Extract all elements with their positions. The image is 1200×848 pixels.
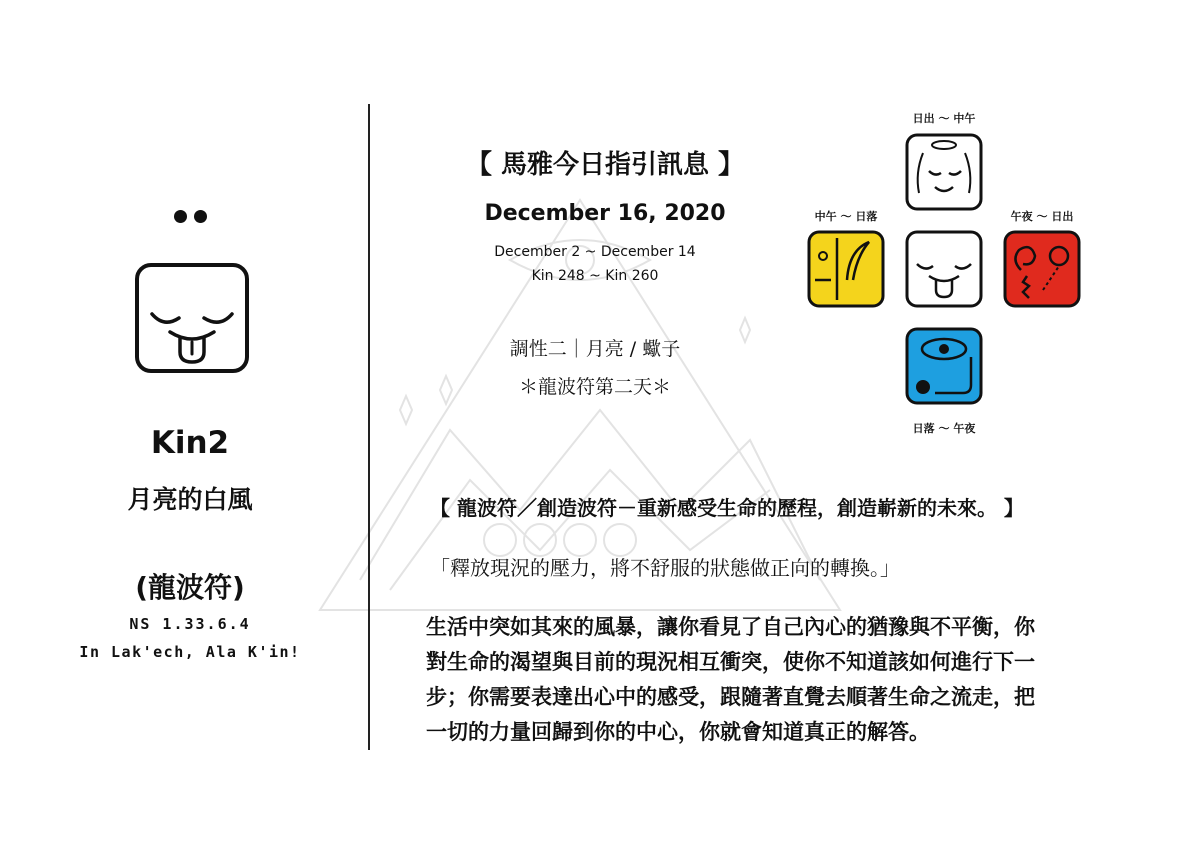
antipode-yellow-glyph-icon bbox=[807, 230, 885, 308]
greeting: In Lak'ech, Ala K'in! bbox=[79, 643, 301, 661]
kin-name: 月亮的白風 bbox=[127, 485, 253, 514]
analog-red-glyph-icon bbox=[1003, 230, 1081, 308]
oracle-left-label: 中午 ～ 日落 bbox=[814, 210, 878, 223]
body-line: 一切的力量回歸到你的中心，你就會知道真正的解答。 bbox=[426, 720, 930, 744]
date: December 16, 2020 bbox=[484, 201, 726, 226]
body-line: 對生命的渴望與目前的現況相互衝突，使你不知道該如何進行下一 bbox=[426, 650, 1035, 674]
kin-number: Kin2 bbox=[150, 425, 230, 461]
tone-dot bbox=[174, 210, 187, 223]
oracle-right-label: 午夜 ～ 日出 bbox=[1010, 210, 1074, 223]
guide-white-glyph-icon bbox=[905, 133, 983, 211]
kin-range: Kin 248 ~ Kin 260 bbox=[531, 268, 659, 284]
ns-code: NS 1.33.6.4 bbox=[129, 615, 251, 633]
wave-day: ＊龍波符第二天＊ bbox=[518, 376, 671, 398]
destiny-white-glyph-icon bbox=[905, 230, 983, 308]
wave-name: (龍波符) bbox=[135, 571, 245, 604]
vertical-divider bbox=[368, 104, 370, 750]
white-wind-glyph-icon bbox=[134, 262, 250, 374]
oracle-bottom-label: 日落 ～ 午夜 bbox=[912, 422, 976, 435]
body-line: 生活中突如其來的風暴，讓你看見了自己內心的猶豫與不平衡，你 bbox=[426, 615, 1035, 639]
tone-dot bbox=[194, 210, 207, 223]
tone-line: 調性二｜月亮 / 蠍子 bbox=[509, 338, 681, 360]
message-headline: 【 龍波符／創造波符－重新感受生命的歷程，創造嶄新的未來。 】 bbox=[430, 496, 1024, 520]
occult-blue-glyph-icon bbox=[905, 327, 983, 405]
page-title: 【 馬雅今日指引訊息 】 bbox=[465, 150, 745, 180]
date-range: December 2 ~ December 14 bbox=[494, 244, 696, 260]
moon-tone-dots bbox=[172, 210, 212, 226]
message-quote: 「釋放現況的壓力，將不舒服的狀態做正向的轉換。」 bbox=[430, 556, 900, 580]
oracle-top-label: 日出 ～ 中午 bbox=[912, 112, 976, 125]
message-body bbox=[426, 610, 1116, 750]
body-line: 步；你需要表達出心中的感受，跟隨著直覺去順著生命之流走，把 bbox=[426, 685, 1035, 709]
